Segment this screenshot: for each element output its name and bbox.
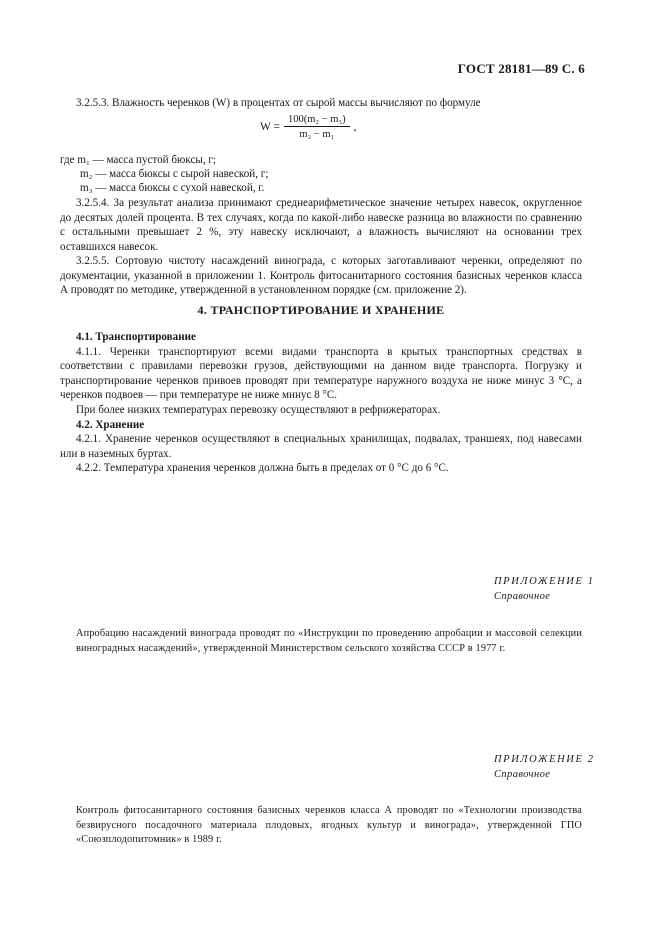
formula-fraction <box>284 114 350 140</box>
section-title-4: 4. ТРАНСПОРТИРОВАНИЕ И ХРАНЕНИЕ <box>197 303 445 317</box>
formula-denominator: m₂ − m₁ <box>299 129 335 140</box>
moisture-formula <box>260 114 356 140</box>
paragraph-3-2-5-5 <box>60 254 582 298</box>
paragraph-4-1-1-cont: При более низких температурах перевозку осуществляют в рефрижераторах. <box>76 403 441 416</box>
heading-4-2: 4.2. Хранение <box>76 418 145 431</box>
paragraph-3-2-5-4 <box>60 196 582 254</box>
appendix-2-note: Справочное <box>494 769 551 780</box>
legend-m2: m₂ — масса бюксы с сырой навеской, г; <box>80 168 269 180</box>
legend-m3: m₃ — масса бюксы с сухой навеской, г. <box>80 182 265 194</box>
appendix-1-text: Апробацию насаждений винограда проводят по «Инструкции по проведению апробации и массовой селекции виноградных насаждений», утвержденной Министерством сельского хозяйства СССР в 1977 г. <box>76 628 582 654</box>
paragraph-4-2-2: 4.2.2. Температура хранения черенков должна быть в пределах от 0 °С до 6 °С. <box>76 462 449 475</box>
document-header: ГОСТ 28181—89 С. 6 <box>457 61 585 76</box>
formula-lhs: W = <box>260 121 281 133</box>
legend-m1: где m₁ — масса пустой бюксы, г; <box>60 154 216 166</box>
appendix-1-note: Справочное <box>494 591 551 602</box>
paragraph-4-1-1: 4.1.1. Черенки транспортируют всеми видами транспорта в крытых транспортных средствах в соответствии с правилами перевозки грузов, действующими на данном виде транспорта. Погрузку и транспортирование черенков привоев проводят при температуре наружного воздуха не ниже минус 3 °С, а черенков подвоев — при температуре не ниже минус 8 °С. <box>60 345 582 402</box>
appendix-1-heading <box>494 574 595 604</box>
formula-tail: , <box>353 121 357 133</box>
formula-legend <box>60 153 268 195</box>
appendix-1-title: ПРИЛОЖЕНИЕ 1 <box>494 576 595 587</box>
heading-4-1: 4.1. Транспортирование <box>76 331 196 343</box>
appendix-2-title: ПРИЛОЖЕНИЕ 2 <box>494 754 595 765</box>
appendix-2-text: Контроль фитосанитарного состояния базисных черенков класса А проводят по «Технологии производства безвирусного посадочного материала плодовых, ягодных культур и винограда», утвержденной ГПО «Союзплодопитомник» в 1989 г. <box>76 805 582 846</box>
paragraph-3-2-5-4-text: 3.2.5.4. За результат анализа принимают среднеарифметическое значение четырех навесок, округленное до десятых долей процента. В тех случаях, когда по какой-либо навеске разница во влажности по сравнению с остальными превышает 2 %, эту навеску исключают, а влажность вычисляют на основании трех оставшихся навесок. <box>60 197 582 253</box>
paragraph-3-2-5-5-text: 3.2.5.5. Сортовую чистоту насаждений винограда, с которых заготавливают черенки, определяют по документации, указанной в приложении 1. Контроль фитосанитарного состояния базисных черенков класса А проводят по методике, утвержденной в установленном порядке (см. приложение 2). <box>60 255 582 297</box>
paragraph-4-2-1: 4.2.1. Хранение черенков осуществляют в специальных хранилищах, подвалах, траншеях, под навесами или в наземных буртах. <box>60 433 582 460</box>
formula-numerator: 100(m₂ − m₃) <box>284 114 350 127</box>
appendix-2-heading <box>494 752 595 782</box>
paragraph-3-2-5-3 <box>60 96 582 111</box>
paragraph-3-2-5-3-text: 3.2.5.3. Влажность черенков (W) в процентах от сырой массы вычисляют по формуле <box>76 97 481 109</box>
section-4-body <box>60 330 582 476</box>
